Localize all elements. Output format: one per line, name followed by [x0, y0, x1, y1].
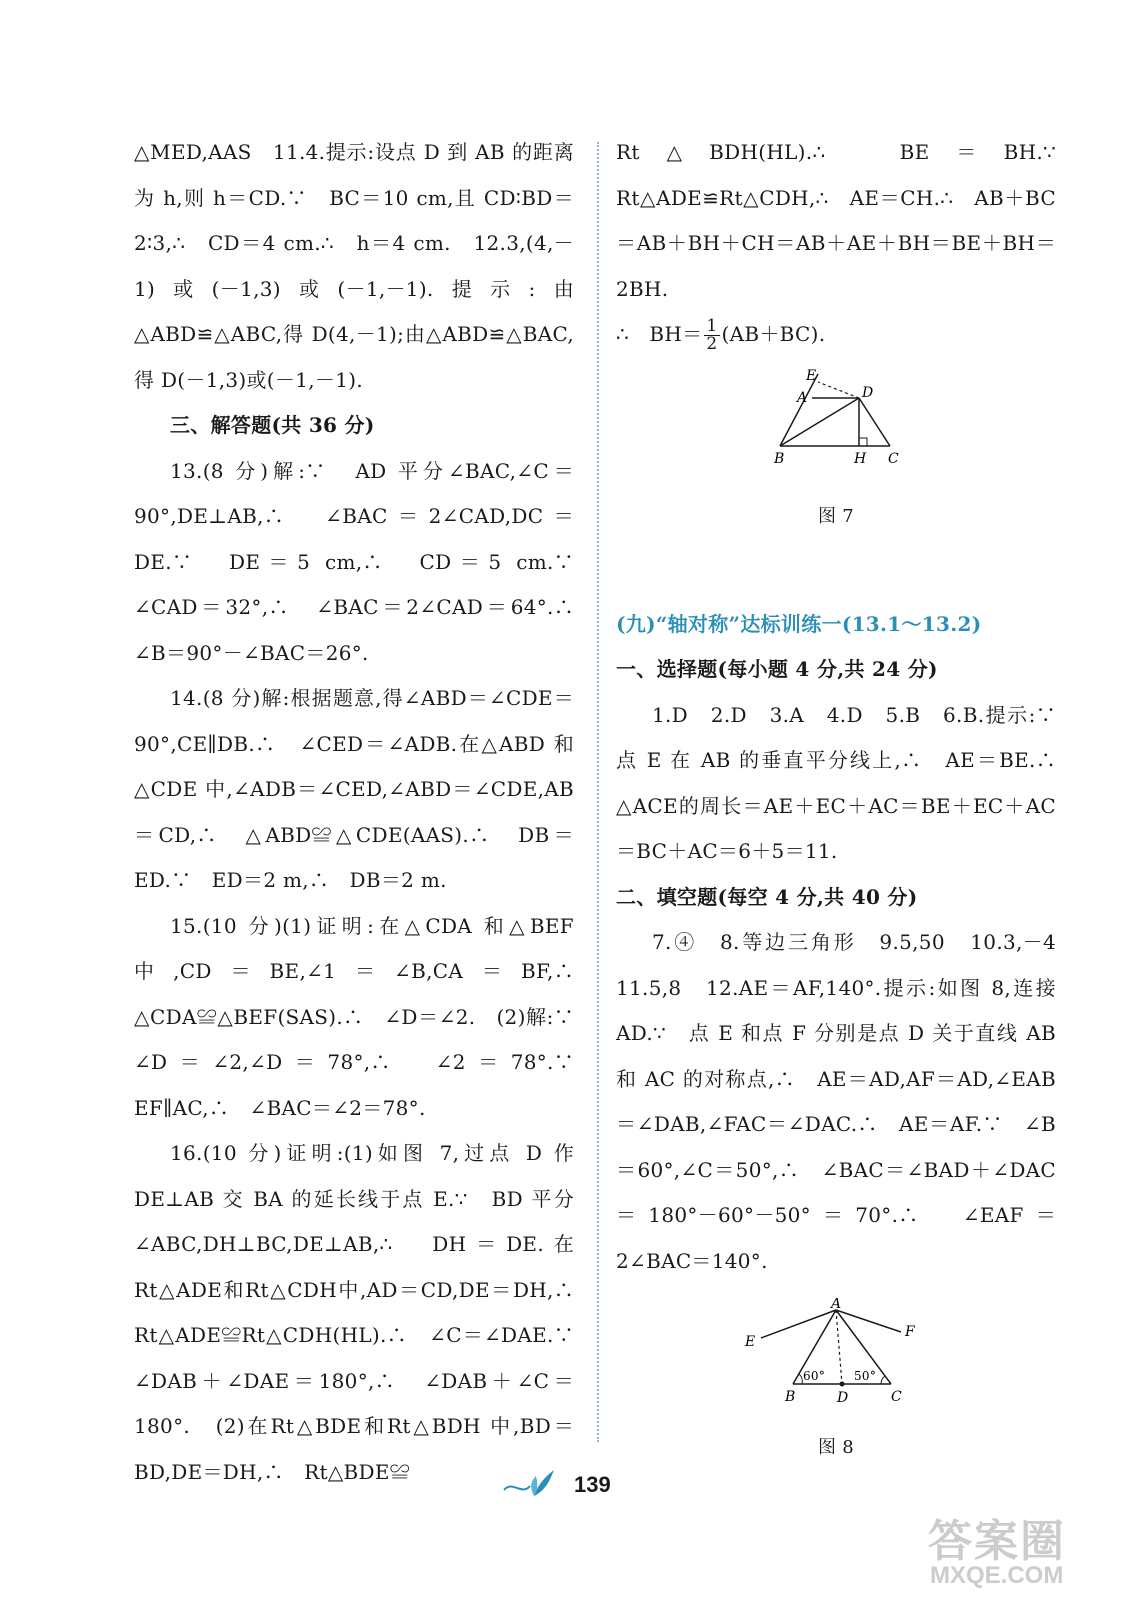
- fig8-angle-c: 50°: [854, 1369, 877, 1383]
- fig8-label-e: E: [745, 1334, 756, 1350]
- fig7-label-e: E: [806, 367, 817, 384]
- fill-blank-answers: 7.④ 8.等边三角形 9.5,50 10.3,－4 11.5,8 12.AE＝AF,140°.提示:如图 8,连接 AD.∵ 点 E 和点 F 分别是点 D 关于直线 AB 和 AC 的对称点,∴ AE＝AD,AF＝AD,∠EAB＝∠DAB,∠FAC＝∠DAC.∴ AE＝AF.∵ ∠B＝60°,∠C＝50°,∴ ∠BAC＝∠BAD＋∠DAC＝180°－60°－50°＝70°.∴ ∠EAF＝2∠BAC＝140°.: [616, 930, 1077, 1273]
- fig8-label-a: A: [831, 1298, 842, 1312]
- answer-13: 13.(8 分)解:∵ AD 平分∠BAC,∠C＝90°,DE⊥AB,∴ ∠BAC＝2∠CAD,DC＝DE.∵ DE＝5 cm,∴ CD＝5 cm.∵ ∠CAD＝32°,∴ ∠BAC＝2∠CAD＝64°.∴ ∠B＝90°－∠BAC＝26°.: [134, 458, 595, 665]
- multiple-choice-heading: 一、选择题(每小题 4 分,共 24 分): [616, 657, 938, 681]
- section-three-heading: 三、解答题(共 36 分): [170, 413, 375, 437]
- figure-7: [616, 368, 1056, 540]
- page-number: 139: [574, 1472, 611, 1497]
- right-column: [616, 130, 1077, 1470]
- figure-8-caption: 图 8: [817, 1436, 855, 1458]
- answer-16-continuation: Rt△BDH(HL).∴ BE＝BH.∵ Rt△ADE≌Rt△CDH,∴ AE＝CH.∴ AB＋BC＝AB＋BH＋CH＝AB＋AE＋BH＝BE＋BH＝2BH.: [616, 140, 1077, 301]
- answer-14: 14.(8 分)解:根据题意,得∠ABD＝∠CDE＝90°,CE∥DB.∴ ∠CED＝∠ADB.在△ABD 和△CDE 中,∠ADB＝∠CED,∠ABD＝∠CDE,AB＝CD,∴ △ABD≌△CDE(AAS).∴ DB＝ED.∵ ED＝2 m,∴ DB＝2 m.: [134, 686, 574, 892]
- answer-16-conclusion: [616, 312, 1056, 358]
- fraction-numerator: 1: [706, 316, 718, 336]
- column-divider: [597, 142, 599, 1442]
- fig8-label-b: B: [785, 1389, 796, 1405]
- fig7-label-c: C: [888, 450, 900, 467]
- multiple-choice-answers: 1.D 2.D 3.A 4.D 5.B 6.B.提示:∵ 点 E 在 AB 的垂直平分线上,∴ AE＝BE.∴ △ACE的周长＝AE＋EC＋AC＝BE＋EC＋AC＝BC＋AC＝6＋5＝11.: [616, 702, 1077, 863]
- fig7-label-h: H: [854, 450, 867, 467]
- one-half-fraction: [704, 318, 719, 353]
- figure-7-diagram: [756, 368, 916, 478]
- answer-16: 16.(10 分)证明:(1)如图 7,过点 D 作 DE⊥AB 交 BA 的延长线于点 E.∵ BD 平分∠ABC,DH⊥BC,DE⊥AB,∴ DH＝DE.在Rt△ADE和Rt△CDH中,AD＝CD,DE＝DH,∴ Rt△ADE≌Rt△CDH(HL).∴ ∠C＝∠DAE.∵ ∠DAB＋∠DAE＝180°,∴ ∠DAB＋∠C＝180°. (2)在Rt△BDE和Rt△BDH 中,BD＝BD,DE＝DH,∴ Rt△BDE≌: [134, 1141, 595, 1484]
- page-ornament-icon: [500, 1466, 566, 1502]
- fraction-denominator: 2: [706, 334, 718, 354]
- conclusion-prefix: ∴ BH＝: [616, 322, 703, 346]
- fig8-angle-b: 60°: [803, 1369, 826, 1383]
- fig8-label-c: C: [891, 1389, 903, 1405]
- fig7-label-d: D: [862, 384, 874, 401]
- fig7-label-b: B: [774, 450, 785, 467]
- section-nine-title: (九)“轴对称”达标训练一(13.1～13.2): [616, 611, 982, 636]
- figure-8: [616, 1298, 1056, 1470]
- answer-block-11-12: △MED,AAS 11.4.提示:设点 D 到 AB 的距离为 h,则 h＝CD.∵ BC＝10 cm,且 CD∶BD＝2∶3,∴ CD＝4 cm.∴ h＝4 cm. 12.3,(4,－1)或(－1,3)或(－1,－1).提示:由△ABD≌△ABC,得 D(4,－1);由△ABD≌△BAC,得 D(－1,3)或(－1,－1).: [134, 140, 574, 392]
- figure-8-diagram: [741, 1298, 931, 1408]
- figure-7-caption: 图 7: [817, 506, 855, 527]
- watermark-logo: 答案圈: [928, 1517, 1066, 1566]
- fill-blank-heading: 二、填空题(每空 4 分,共 40 分): [616, 884, 918, 909]
- fig8-label-d: D: [837, 1390, 849, 1406]
- answer-15: 15.(10 分)(1)证明:在△CDA 和△BEF 中,CD＝BE,∠1＝∠B,CA＝BF,∴ △CDA≌△BEF(SAS).∴ ∠D＝∠2. (2)解:∵ ∠D＝∠2,∠D＝78°,∴ ∠2＝78°.∵ EF∥AC,∴ ∠BAC＝∠2＝78°.: [134, 913, 595, 1120]
- watermark-url: MXQE.COM: [930, 1562, 1064, 1589]
- fig8-label-f: F: [905, 1324, 916, 1340]
- fig7-label-a: A: [797, 389, 808, 406]
- conclusion-suffix: (AB＋BC).: [721, 322, 826, 346]
